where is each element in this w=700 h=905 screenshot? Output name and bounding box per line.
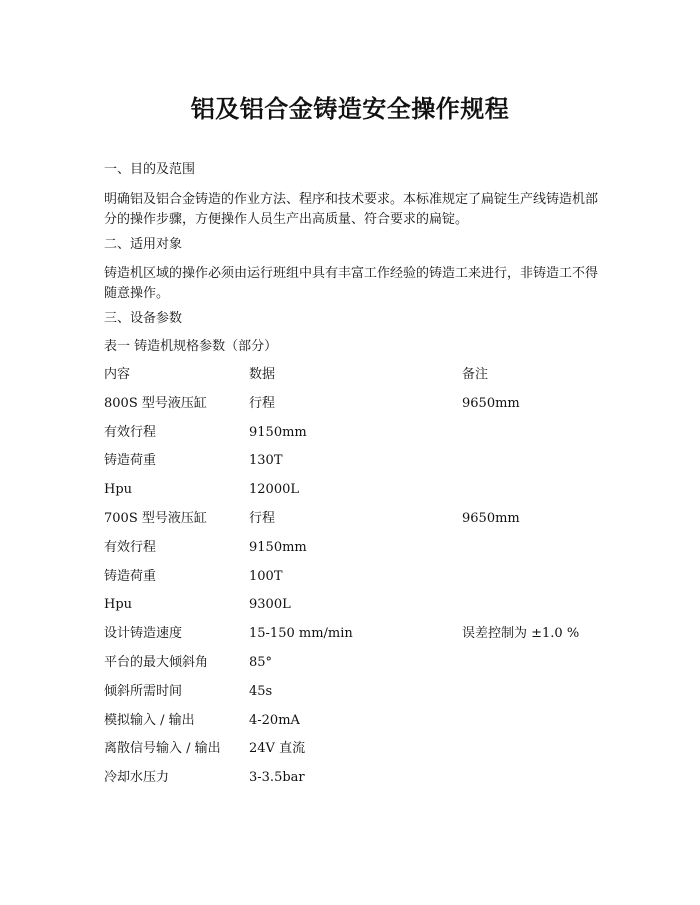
table-body bbox=[104, 394, 604, 797]
table-cell: 9150mm bbox=[249, 539, 307, 555]
table-header-cell: 数据 bbox=[249, 367, 276, 382]
table-row bbox=[104, 538, 604, 567]
table-cell: 24V 直流 bbox=[249, 741, 306, 757]
section-body-scope: 铸造机区域的操作必须由运行班组中具有丰富工作经验的铸造工来进行，非铸造工不得随意操作。 bbox=[104, 266, 599, 301]
table-cell: 铸造荷重 bbox=[104, 453, 157, 469]
table-cell: 有效行程 bbox=[104, 539, 157, 555]
table-row bbox=[104, 451, 604, 480]
spec-table bbox=[104, 365, 604, 797]
table-row bbox=[104, 739, 604, 768]
table-cell: 4-20mA bbox=[249, 712, 300, 728]
section-body-purpose: 明确铝及铝合金铸造的作业方法、程序和技术要求。本标准规定了扁锭生产线铸造机部分的操作步骤，方便操作人员生产出高质量、符合要求的扁锭。 bbox=[104, 192, 599, 227]
section-heading-purpose: 一、目的及范围 bbox=[104, 162, 196, 177]
table-cell: 铸造荷重 bbox=[104, 568, 157, 584]
table-header-row bbox=[104, 365, 604, 394]
table-cell: 800S 型号液压缸 bbox=[104, 395, 207, 411]
table-row bbox=[104, 653, 604, 682]
section-heading-scope: 二、适用对象 bbox=[104, 237, 183, 252]
table-cell: 12000L bbox=[249, 482, 299, 498]
table-cell: 9650mm bbox=[462, 395, 520, 411]
table-header-cell: 备注 bbox=[462, 367, 489, 382]
table-cell: 有效行程 bbox=[104, 424, 157, 440]
table-cell: 冷却水压力 bbox=[104, 770, 170, 786]
table-cell: 行程 bbox=[249, 395, 276, 411]
table-row bbox=[104, 682, 604, 711]
table-row bbox=[104, 595, 604, 624]
table-cell: 行程 bbox=[249, 510, 276, 526]
table-cell: Hpu bbox=[104, 482, 133, 498]
table-cell: 9650mm bbox=[462, 510, 520, 526]
table-row bbox=[104, 480, 604, 509]
table-cell: 3-3.5bar bbox=[249, 770, 305, 786]
section-heading-equipment: 三、设备参数 bbox=[104, 311, 183, 326]
table-cell: 设计铸造速度 bbox=[104, 626, 183, 642]
table-cell: 85° bbox=[249, 654, 273, 670]
table-header-cell: 内容 bbox=[104, 367, 131, 382]
table-cell: 130T bbox=[249, 453, 283, 469]
table-cell: 15-150 mm/min bbox=[249, 626, 353, 642]
table-cell: 9150mm bbox=[249, 424, 307, 440]
table-cell: 100T bbox=[249, 568, 283, 584]
table-row bbox=[104, 711, 604, 740]
table-caption: 表一 铸造机规格参数（部分） bbox=[104, 339, 278, 354]
table-cell: 平台的最大倾斜角 bbox=[104, 654, 209, 670]
table-cell: Hpu bbox=[104, 597, 133, 613]
table-cell: 误差控制为 ±1.0 % bbox=[462, 626, 580, 642]
table-cell: 45s bbox=[249, 683, 273, 699]
table-cell: 倾斜所需时间 bbox=[104, 683, 183, 699]
table-row bbox=[104, 509, 604, 538]
table-row bbox=[104, 423, 604, 452]
table-row bbox=[104, 567, 604, 596]
document-title: 铝及铝合金铸造安全操作规程 bbox=[190, 94, 510, 123]
table-cell: 700S 型号液压缸 bbox=[104, 510, 207, 526]
table-cell: 9300L bbox=[249, 597, 291, 613]
table-cell: 模拟输入 / 输出 bbox=[104, 712, 195, 728]
table-row bbox=[104, 624, 604, 653]
table-cell: 离散信号输入 / 输出 bbox=[104, 741, 221, 757]
table-row bbox=[104, 768, 604, 797]
table-row bbox=[104, 394, 604, 423]
